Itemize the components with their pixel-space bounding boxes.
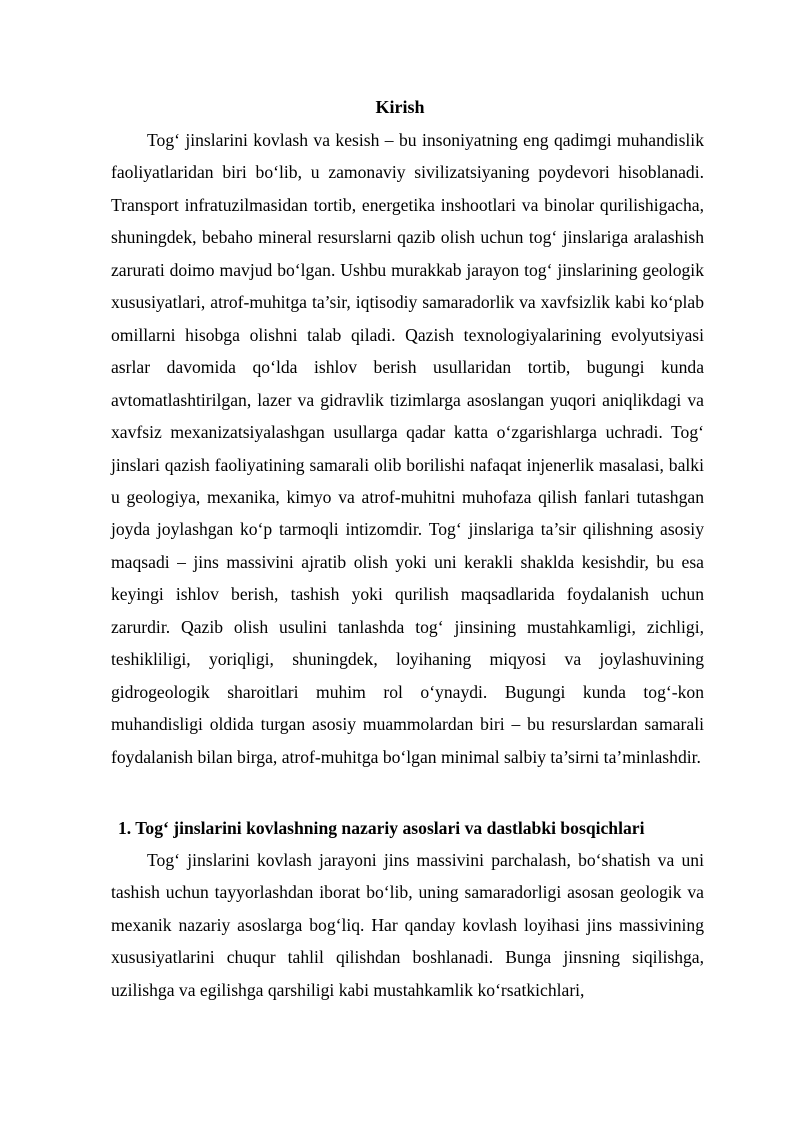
section-paragraph: Tog‘ jinslarini kovlash jarayoni jins massivini parchalash, bo‘shatish va uni tashish uchun tayyorlashdan iborat bo‘lib, uning samaradorligi asosan geologik va mexanik nazariy asoslarga bog‘liq. Har qanday kovlash loyihasi jins massivining xususiyatlarini chuqur tahlil qilishdan boshlanadi. Bunga jinsning siqilishga, uzilishga va egilishga qarshiligi kabi mustahkamlik ko‘rsatkichlari,	[111, 850, 704, 1000]
page-title: Kirish	[375, 97, 425, 117]
section-heading: 1. Tog‘ jinslarini kovlashning nazariy asoslari va dastlabki bosqichlari	[118, 818, 645, 838]
intro-paragraph: Tog‘ jinslarini kovlash va kesish – bu insoniyatning eng qadimgi muhandislik faoliyatlaridan biri bo‘lib, u zamonaviy sivilizatsiyaning poydevori hisoblanadi. Transport infratuzilmasidan tortib, energetika inshootlari va binolar qurilishigacha, shuningdek, bebaho mineral resurslarni qazib olish uchun tog‘ jinslariga aralashish zarurati doimo mavjud bo‘lgan. Ushbu murakkab jarayon tog‘ jinslarining geologik xususiyatlari, atrof-muhitga ta’sir, iqtisodiy samaradorlik va xavfsizlik kabi ko‘plab omillarni hisobga olishni talab qiladi. Qazish texnologiyalarining evolyutsiyasi asrlar davomida qo‘lda ishlov berish usullaridan tortib, bugungi kunda avtomatlashtirilgan, lazer va gidravlik tizimlarga asoslangan yuqori aniqlikdagi va xavfsiz mexanizatsiyalashgan usullarga qadar katta o‘zgarishlarga uchradi. Tog‘ jinslari qazish faoliyatining samarali olib borilishi nafaqat injenerlik masalasi, balki u geologiya, mexanika, kimyo va atrof-muhitni muhofaza qilish fanlari tutashgan joyda joylashgan ko‘p tarmoqli intizomdir. Tog‘ jinslariga ta’sir qilishning asosiy maqsadi – jins massivini ajratib olish yoki uni kerakli shaklda kesishdir, bu esa keyingi ishlov berish, tashish yoki qurilish maqsadlarida foydalanish uchun zarurdir. Qazib olish usulini tanlashda tog‘ jinsining mustahkamligi, zichligi, teshikliligi, yoriqligi, shuningdek, loyihaning miqyosi va joylashuvining gidrogeologik sharoitlari muhim rol o‘ynaydi. Bugungi kunda tog‘-kon muhandisligi oldida turgan asosiy muammolardan biri – bu resurslardan samarali foydalanish bilan birga, atrof-muhitga bo‘lgan minimal salbiy ta’sirni ta’minlashdir.	[111, 130, 704, 767]
